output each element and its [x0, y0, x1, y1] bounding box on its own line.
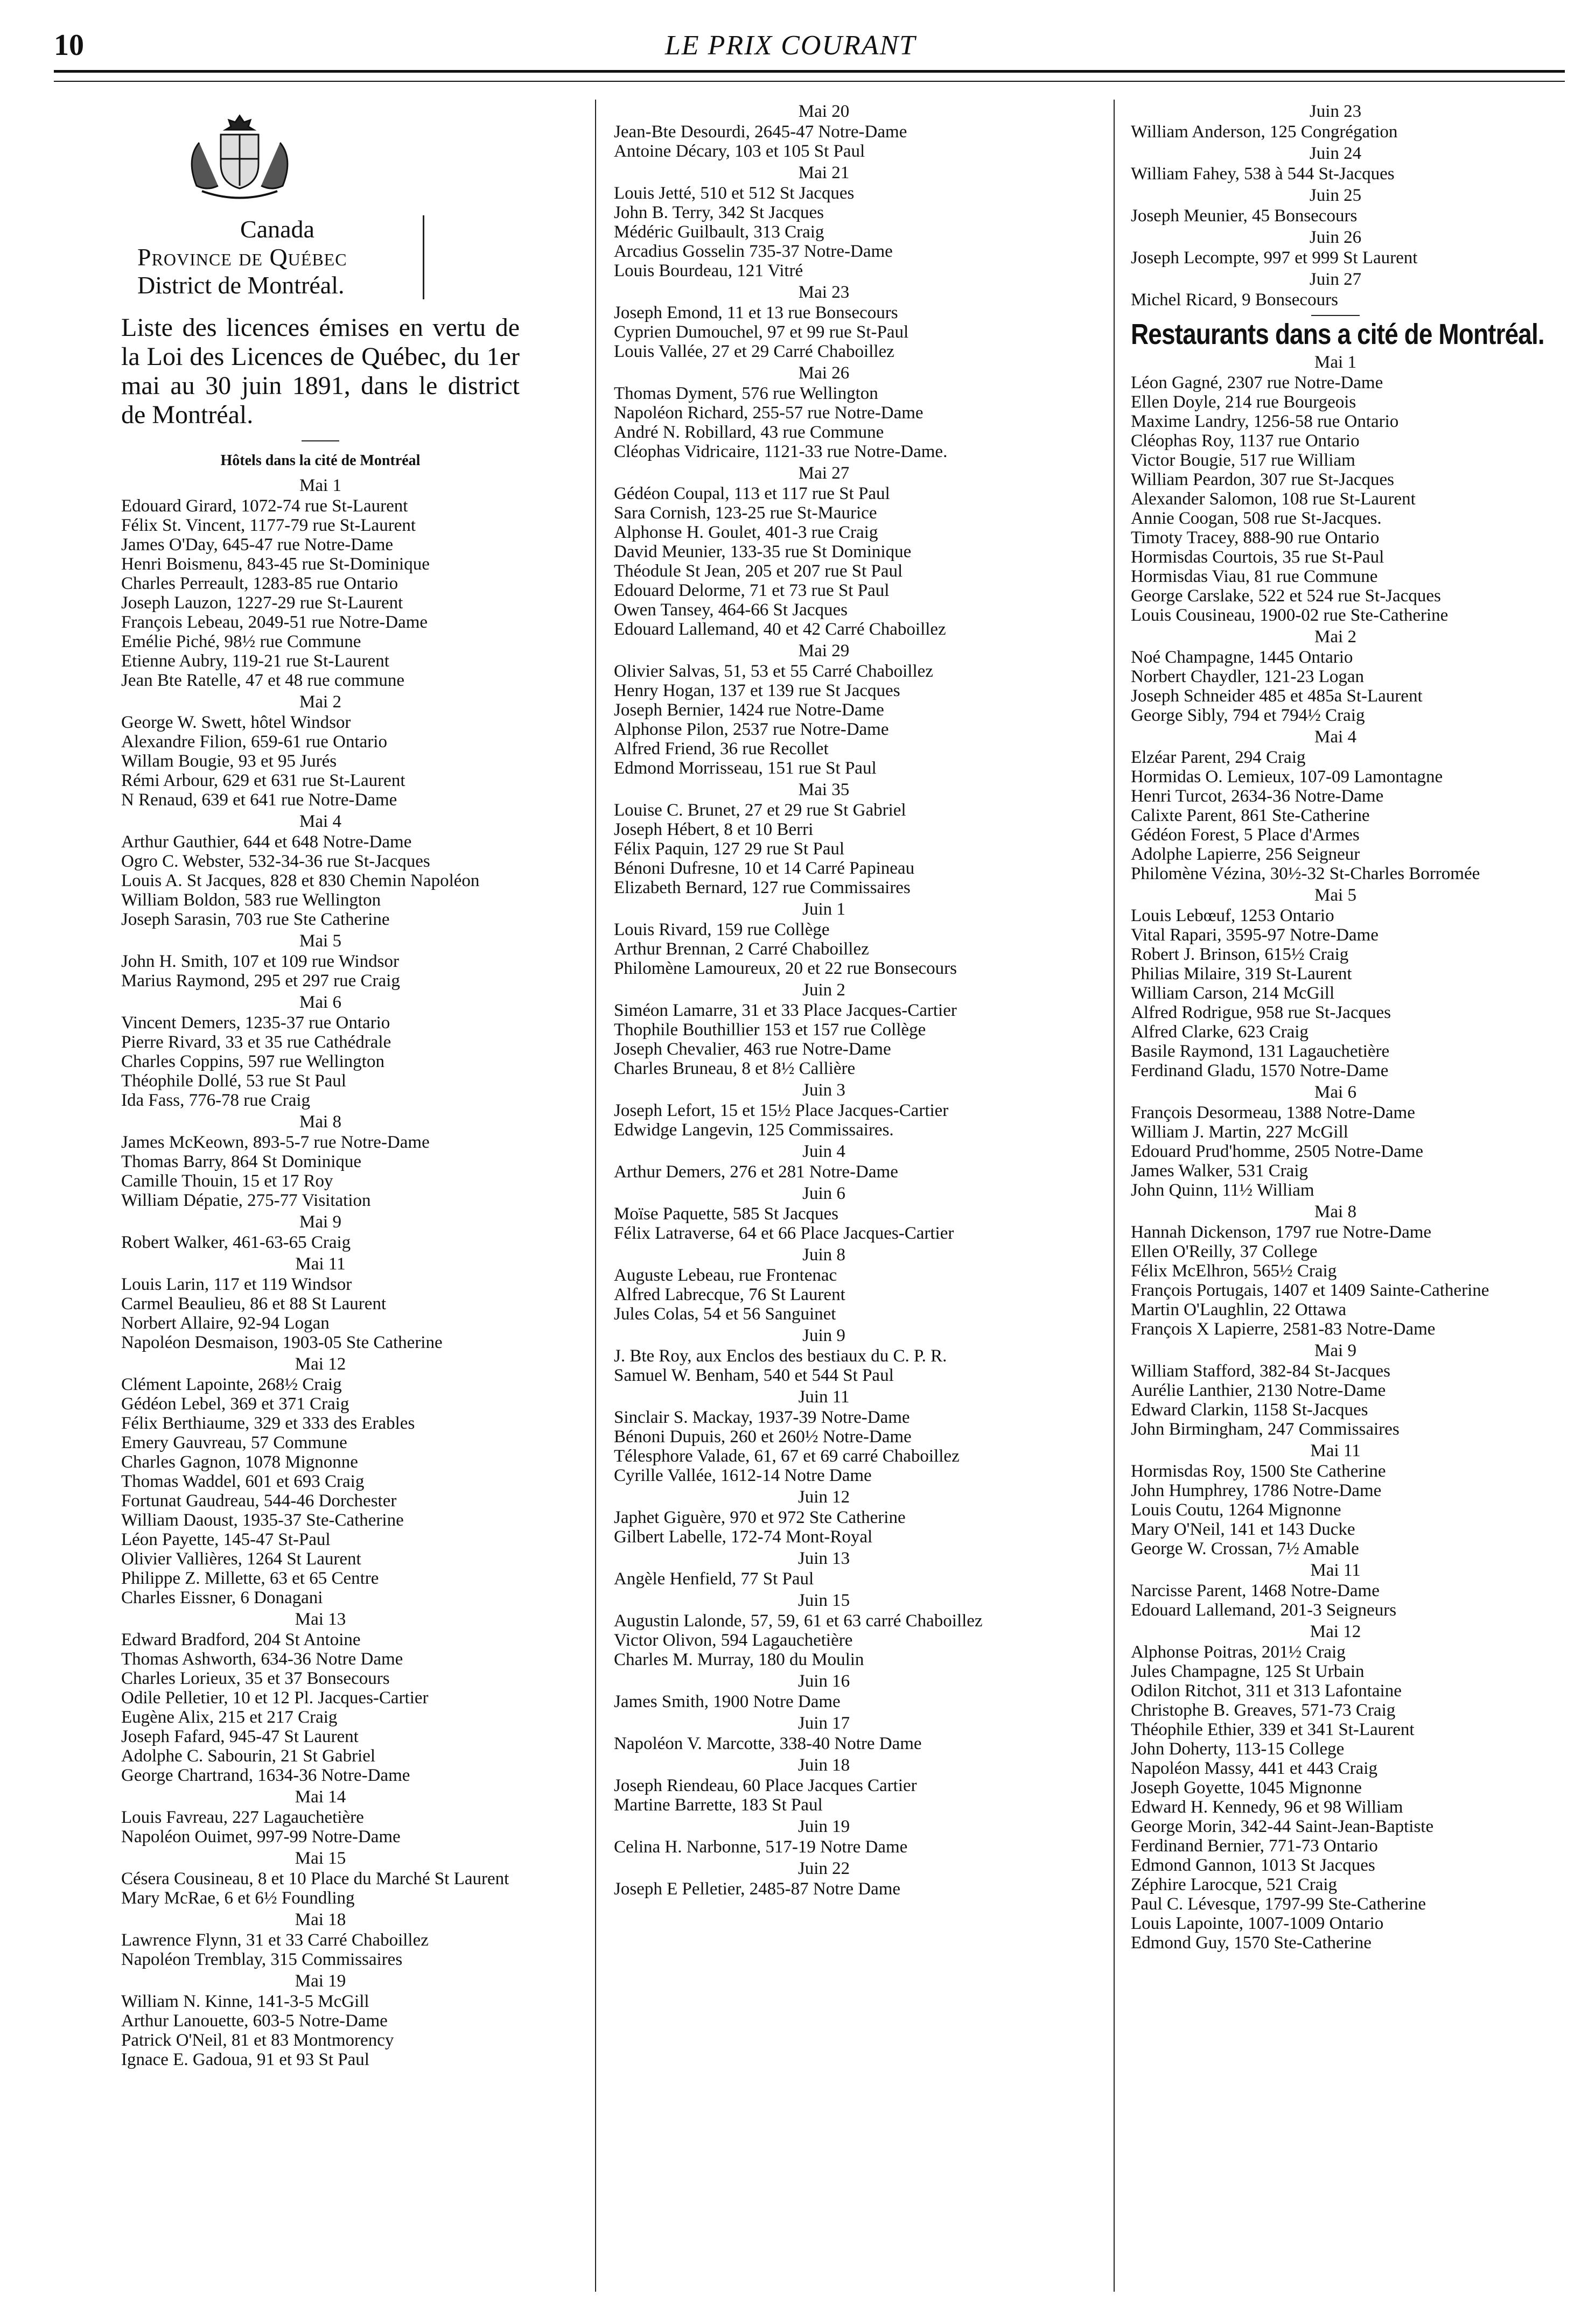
licence-entry: Edward Bradford, 204 St Antoine	[121, 1630, 361, 1649]
date-heading: Juin 27	[1309, 270, 1362, 289]
date-heading: Juin 19	[798, 1817, 850, 1836]
licence-entry: Sinclair S. Mackay, 1937-39 Notre-Dame	[614, 1408, 910, 1427]
date-heading: Juin 13	[798, 1549, 850, 1568]
licence-entry: Arthur Brennan, 2 Carré Chaboillez	[614, 939, 869, 959]
licence-entry: Owen Tansey, 464-66 St Jacques	[614, 600, 848, 620]
date-heading: Juin 4	[802, 1142, 845, 1161]
licence-entry: Emélie Piché, 98½ rue Commune	[121, 632, 361, 651]
licence-entry: Emery Gauvreau, 57 Commune	[121, 1433, 347, 1452]
licence-entry: William Peardon, 307 rue St-Jacques	[1131, 470, 1394, 489]
licence-entry: Henry Hogan, 137 et 139 rue St Jacques	[614, 681, 900, 700]
licence-entry: Robert J. Brinson, 615½ Craig	[1131, 945, 1349, 964]
licence-entry: Norbert Allaire, 92-94 Logan	[121, 1314, 330, 1333]
date-heading: Mai 27	[798, 464, 850, 483]
licence-entry: Clément Lapointe, 268½ Craig	[121, 1375, 342, 1394]
licence-entry: Joseph E Pelletier, 2485-87 Notre Dame	[614, 1879, 901, 1899]
licence-entry: Noé Champagne, 1445 Ontario	[1131, 648, 1353, 667]
licence-entry: Etienne Aubry, 119-21 rue St-Laurent	[121, 651, 389, 671]
licence-entry: Moïse Paquette, 585 St Jacques	[614, 1204, 839, 1224]
licence-entry: Arcadius Gosselin 735-37 Notre-Dame	[614, 242, 893, 261]
licence-entry: Hormidas O. Lemieux, 107-09 Lamontagne	[1131, 767, 1443, 787]
column-1	[121, 100, 520, 2069]
licence-entry: J. Bte Roy, aux Enclos des bestiaux du C. P. R.	[614, 1346, 947, 1366]
licence-entry: Michel Ricard, 9 Bonsecours	[1131, 290, 1338, 310]
licence-entry: Camille Thouin, 15 et 17 Roy	[121, 1171, 333, 1191]
licence-entry: George W. Crossan, 7½ Amable	[1131, 1539, 1359, 1558]
date-heading: Mai 21	[798, 163, 850, 182]
date-heading: Mai 26	[798, 363, 850, 383]
licence-entry: Joseph Riendeau, 60 Place Jacques Cartier	[614, 1776, 917, 1795]
licence-entry: Gilbert Labelle, 172-74 Mont-Royal	[614, 1527, 873, 1547]
licence-entry: Narcisse Parent, 1468 Notre-Dame	[1131, 1581, 1380, 1600]
licence-entry: Thomas Ashworth, 634-36 Notre Dame	[121, 1649, 403, 1669]
licence-entry: Félix McElhron, 565½ Craig	[1131, 1261, 1337, 1281]
date-heading: Juin 3	[802, 1080, 845, 1100]
licence-entry: Fortunat Gaudreau, 544-46 Dorchester	[121, 1491, 397, 1511]
licence-entry: William Dépatie, 275-77 Visitation	[121, 1191, 371, 1210]
date-heading: Juin 1	[802, 900, 845, 919]
licence-entry: Siméon Lamarre, 31 et 33 Place Jacques-Cartier	[614, 1001, 957, 1020]
licence-entry: Victor Bougie, 517 rue William	[1131, 451, 1355, 470]
licence-entry: François Portugais, 1407 et 1409 Sainte-Catherine	[1131, 1281, 1489, 1300]
licence-entry: Celina H. Narbonne, 517-19 Notre Dame	[614, 1837, 908, 1857]
licence-entry: George Chartrand, 1634-36 Notre-Dame	[121, 1766, 410, 1785]
licence-entry: Louise C. Brunet, 27 et 29 rue St Gabriel	[614, 801, 906, 820]
licence-entry: Charles Bruneau, 8 et 8½ Callière	[614, 1059, 856, 1078]
licence-entry: Edward H. Kennedy, 96 et 98 William	[1131, 1798, 1403, 1817]
licence-entry: Maxime Landry, 1256-58 rue Ontario	[1131, 412, 1399, 431]
licence-entry: Calixte Parent, 861 Ste-Catherine	[1131, 806, 1370, 825]
licence-entry: William Daoust, 1935-37 Ste-Catherine	[121, 1511, 404, 1530]
licence-entry: George W. Swett, hôtel Windsor	[121, 713, 351, 732]
licence-entry: André N. Robillard, 43 rue Commune	[614, 423, 884, 442]
licence-entry: Napoléon Massy, 441 et 443 Craig	[1131, 1759, 1377, 1778]
licence-entry: Alfred Friend, 36 rue Recollet	[614, 739, 829, 759]
licence-entry: Ferdinand Bernier, 771-73 Ontario	[1131, 1836, 1378, 1856]
licence-entry: William N. Kinne, 141-3-5 McGill	[121, 1992, 369, 2011]
licence-entry: Napoléon Desmaison, 1903-05 Ste Catherine	[121, 1333, 443, 1352]
licence-entry: Augustin Lalonde, 57, 59, 61 et 63 carré Chaboillez	[614, 1611, 983, 1631]
licence-entry: Arthur Demers, 276 et 281 Notre-Dame	[614, 1162, 898, 1182]
date-heading: Juin 17	[798, 1714, 850, 1733]
licence-entry: Hannah Dickenson, 1797 rue Notre-Dame	[1131, 1223, 1432, 1242]
date-heading: Mai 4	[1314, 727, 1356, 747]
licence-entry: Louis Lebœuf, 1253 Ontario	[1131, 906, 1334, 925]
licence-entry: Louis Favreau, 227 Lagauchetière	[121, 1808, 364, 1827]
licence-entry: Timoty Tracey, 888-90 rue Ontario	[1131, 528, 1380, 547]
licence-entry: Alphonse Pilon, 2537 rue Notre-Dame	[614, 720, 889, 739]
licence-entry: Philippe Z. Millette, 63 et 65 Centre	[121, 1569, 379, 1588]
licence-entry: William Stafford, 382-84 St-Jacques	[1131, 1361, 1390, 1381]
licence-entry: William Fahey, 538 à 544 St-Jacques	[1131, 164, 1395, 184]
date-heading: Mai 35	[798, 780, 850, 799]
date-heading: Mai 6	[299, 993, 341, 1012]
licence-entry: Sara Cornish, 123-25 rue St-Maurice	[614, 503, 877, 523]
date-heading: Mai 1	[299, 476, 341, 495]
licence-entry: Odilon Ritchot, 311 et 313 Lafontaine	[1131, 1681, 1402, 1701]
licence-entry: Philias Milaire, 319 St-Laurent	[1131, 964, 1352, 984]
hotels-section-title: Hôtels dans la cité de Montréal	[220, 452, 421, 469]
date-heading: Mai 8	[1314, 1202, 1356, 1221]
licence-entry: John Doherty, 113-15 College	[1131, 1739, 1345, 1759]
licence-entry: Joseph Goyette, 1045 Mignonne	[1131, 1778, 1362, 1798]
licence-entry: Vital Rapari, 3595-97 Notre-Dame	[1131, 925, 1379, 945]
licence-entry: Napoléon Richard, 255-57 rue Notre-Dame	[614, 403, 924, 423]
licence-entry: John H. Smith, 107 et 109 rue Windsor	[121, 952, 399, 971]
date-heading: Mai 2	[1314, 627, 1356, 647]
intro-text: Liste des licences émises en vertu de la Loi des Licences de Québec, du 1er mai au 30 juin 1891, dans le district de Montréal.	[121, 313, 520, 429]
date-heading: Mai 12	[295, 1354, 346, 1374]
licence-entry: Ignace E. Gadoua, 91 et 93 St Paul	[121, 2050, 369, 2069]
licence-entry: Carmel Beaulieu, 86 et 88 St Laurent	[121, 1294, 387, 1314]
licence-entry: Elzéar Parent, 294 Craig	[1131, 748, 1306, 767]
licence-entry: Samuel W. Benham, 540 et 544 St Paul	[614, 1366, 894, 1385]
date-heading: Juin 11	[798, 1387, 850, 1407]
licence-entry: Victor Olivon, 594 Lagauchetière	[614, 1631, 853, 1650]
licence-entry: Cléophas Roy, 1137 rue Ontario	[1131, 431, 1360, 451]
licence-entry: Japhet Giguère, 970 et 972 Ste Catherine	[614, 1508, 906, 1527]
licence-entry: Gédéon Coupal, 113 et 117 rue St Paul	[614, 484, 890, 503]
licence-entry: Olivier Vallières, 1264 St Laurent	[121, 1549, 361, 1569]
licence-entry: Angèle Henfield, 77 St Paul	[614, 1569, 814, 1589]
date-heading: Mai 15	[295, 1849, 346, 1868]
licence-entry: Jules Champagne, 125 St Urbain	[1131, 1662, 1365, 1681]
address-line: Province de Québec	[137, 243, 347, 271]
licence-entry: Edouard Lallemand, 201-3 Seigneurs	[1131, 1600, 1397, 1620]
date-heading: Mai 11	[1310, 1561, 1361, 1580]
coat-of-arms-icon	[170, 110, 310, 202]
column-3	[1131, 100, 1544, 1953]
date-heading: Mai 12	[1310, 1622, 1361, 1641]
licence-entry: Thomas Waddel, 601 et 693 Craig	[121, 1472, 365, 1491]
licence-entry: Félix Paquin, 127 29 rue St Paul	[614, 839, 845, 859]
licence-entry: Christophe B. Greaves, 571-73 Craig	[1131, 1701, 1396, 1720]
licence-entry: Joseph Meunier, 45 Bonsecours	[1131, 206, 1358, 226]
licence-entry: John Birmingham, 247 Commissaires	[1131, 1420, 1400, 1439]
licence-entry: Jean Bte Ratelle, 47 et 48 rue commune	[121, 671, 405, 690]
licence-entry: Cyprien Dumouchel, 97 et 99 rue St-Paul	[614, 322, 909, 342]
date-heading: Juin 25	[1309, 186, 1362, 205]
licence-entry: Télesphore Valade, 61, 67 et 69 carré Chaboillez	[614, 1447, 960, 1466]
licence-entry: Félix St. Vincent, 1177-79 rue St-Laurent	[121, 516, 416, 535]
licence-entry: Auguste Lebeau, rue Frontenac	[614, 1266, 837, 1285]
licence-entry: Napoléon Tremblay, 315 Commissaires	[121, 1950, 403, 1969]
date-heading: Mai 11	[1310, 1441, 1361, 1461]
licence-entry: Thomas Barry, 864 St Dominique	[121, 1152, 362, 1171]
licence-entry: Olivier Salvas, 51, 53 et 55 Carré Chaboillez	[614, 662, 933, 681]
licence-entry: François X Lapierre, 2581-83 Notre-Dame	[1131, 1319, 1436, 1339]
licence-entry: Edouard Girard, 1072-74 rue St-Laurent	[121, 496, 408, 516]
page-number: 10	[54, 29, 84, 62]
licence-entry: Napoléon V. Marcotte, 338-40 Notre Dame	[614, 1734, 922, 1753]
licence-entry: Arthur Gauthier, 644 et 648 Notre-Dame	[121, 832, 412, 852]
licence-entry: Elizabeth Bernard, 127 rue Commissaires	[614, 878, 911, 897]
licence-entry: Annie Coogan, 508 rue St-Jacques.	[1131, 509, 1382, 528]
date-heading: Juin 26	[1309, 228, 1362, 247]
licence-entry: Ferdinand Gladu, 1570 Notre-Dame	[1131, 1061, 1389, 1080]
date-heading: Mai 6	[1314, 1083, 1356, 1102]
date-heading: Mai 5	[299, 931, 341, 951]
licence-entry: Alfred Labrecque, 76 St Laurent	[614, 1285, 845, 1304]
date-heading: Juin 23	[1309, 102, 1362, 121]
licence-entry: Louis Lapointe, 1007-1009 Ontario	[1131, 1914, 1384, 1933]
licence-entry: William J. Martin, 227 McGill	[1131, 1122, 1348, 1142]
licence-entry: Cléophas Vidricaire, 1121-33 rue Notre-Dame.	[614, 442, 948, 461]
licence-entry: Zéphire Larocque, 521 Craig	[1131, 1875, 1338, 1894]
date-heading: Mai 4	[299, 812, 341, 831]
licence-entry: Pierre Rivard, 33 et 35 rue Cathédrale	[121, 1033, 391, 1052]
licence-entry: Joseph Schneider 485 et 485a St-Laurent	[1131, 686, 1423, 706]
licence-entry: Willam Bougie, 93 et 95 Jurés	[121, 752, 337, 771]
restaurant-licence-list	[1131, 353, 1540, 1953]
licence-entry: Mary McRae, 6 et 6½ Foundling	[121, 1888, 355, 1908]
address-line: District de Montréal.	[137, 271, 345, 299]
licence-entry: Louis Vallée, 27 et 29 Carré Chaboillez	[614, 342, 894, 361]
licence-entry: James O'Day, 645-47 rue Notre-Dame	[121, 535, 394, 554]
licence-entry: Joseph Bernier, 1424 rue Notre-Dame	[614, 700, 884, 720]
licence-entry: John Quinn, 11½ William	[1131, 1181, 1314, 1200]
licence-entry: Charles Coppins, 597 rue Wellington	[121, 1052, 384, 1071]
date-heading: Mai 5	[1314, 886, 1356, 905]
licence-entry: Louis Cousineau, 1900-02 rue Ste-Catherine	[1131, 606, 1449, 625]
licence-entry: Gédéon Forest, 5 Place d'Armes	[1131, 825, 1360, 845]
date-heading: Juin 16	[798, 1672, 850, 1691]
date-heading: Mai 19	[295, 1971, 346, 1991]
date-heading: Mai 1	[1314, 353, 1356, 372]
licence-entry: Joseph Emond, 11 et 13 rue Bonsecours	[614, 303, 898, 322]
licence-entry: Théophile Ethier, 339 et 341 St-Laurent	[1131, 1720, 1415, 1739]
licence-entry: Charles Lorieux, 35 et 37 Bonsecours	[121, 1669, 390, 1688]
licence-entry: Ida Fass, 776-78 rue Craig	[121, 1091, 311, 1110]
licence-entry: Gédéon Lebel, 369 et 371 Craig	[121, 1394, 349, 1414]
date-heading: Mai 23	[798, 283, 850, 302]
licence-entry: Charles Perreault, 1283-85 rue Ontario	[121, 574, 398, 593]
date-heading: Mai 29	[798, 641, 850, 661]
licence-entry: Marius Raymond, 295 et 297 rue Craig	[121, 971, 400, 991]
licence-entry: Hormisdas Roy, 1500 Ste Catherine	[1131, 1462, 1386, 1481]
date-heading: Mai 11	[295, 1254, 346, 1274]
licence-entry: George Sibly, 794 et 794½ Craig	[1131, 706, 1365, 725]
licence-entry: David Meunier, 133-35 rue St Dominique	[614, 542, 912, 561]
licence-entry: François Lebeau, 2049-51 rue Notre-Dame	[121, 613, 428, 632]
licence-entry: Joseph Fafard, 945-47 St Laurent	[121, 1727, 359, 1746]
licence-entry: Charles Gagnon, 1078 Mignonne	[121, 1452, 358, 1472]
licence-entry: Joseph Lecompte, 997 et 999 St Laurent	[1131, 248, 1418, 268]
licence-entry: Louis Jetté, 510 et 512 St Jacques	[614, 184, 855, 203]
licence-entry: François Desormeau, 1388 Notre-Dame	[1131, 1103, 1415, 1122]
date-heading: Juin 18	[798, 1756, 850, 1775]
licence-entry: Bénoni Dufresne, 10 et 14 Carré Papineau	[614, 859, 915, 878]
licence-entry: Rémi Arbour, 629 et 631 rue St-Laurent	[121, 771, 405, 790]
licence-entry: Joseph Lauzon, 1227-29 rue St-Laurent	[121, 593, 403, 613]
licence-entry: Louis Larin, 117 et 119 Windsor	[121, 1275, 352, 1294]
divider	[1311, 315, 1360, 316]
restaurants-section-title: Restaurants dans a cité de Montréal.	[1131, 318, 1544, 350]
licence-entry: Jean-Bte Desourdi, 2645-47 Notre-Dame	[614, 122, 907, 142]
date-heading: Juin 2	[802, 980, 845, 1000]
licence-entry: Edmond Guy, 1570 Ste-Catherine	[1131, 1933, 1372, 1953]
date-heading: Mai 9	[1314, 1341, 1356, 1360]
licence-entry: Louis A. St Jacques, 828 et 830 Chemin Napoléon	[121, 871, 480, 890]
date-heading: Juin 9	[802, 1326, 845, 1345]
licence-entry: Napoléon Ouimet, 997-99 Notre-Dame	[121, 1827, 401, 1846]
licence-entry: Basile Raymond, 131 Lagauchetière	[1131, 1042, 1390, 1061]
date-heading: Mai 8	[299, 1112, 341, 1132]
licence-entry: Robert Walker, 461-63-65 Craig	[121, 1233, 351, 1252]
licence-entry: Joseph Chevalier, 463 rue Notre-Dame	[614, 1040, 891, 1059]
licence-entry: Ellen O'Reilly, 37 College	[1131, 1242, 1318, 1261]
licence-entry: James McKeown, 893-5-7 rue Notre-Dame	[121, 1133, 430, 1152]
licence-entry: Alfred Rodrigue, 958 rue St-Jacques	[1131, 1003, 1391, 1022]
licence-entry: Charles Eissner, 6 Donagani	[121, 1588, 323, 1607]
hotel-licence-list	[614, 102, 1034, 1899]
column-separator	[595, 100, 596, 2292]
date-heading: Juin 6	[802, 1184, 845, 1203]
column-separator	[1114, 100, 1115, 2292]
licence-entry: Henri Turcot, 2634-36 Notre-Dame	[1131, 787, 1384, 806]
date-heading: Mai 2	[299, 692, 341, 712]
licence-entry: Joseph Sarasin, 703 rue Ste Catherine	[121, 910, 390, 929]
licence-entry: Edmond Gannon, 1013 St Jacques	[1131, 1856, 1375, 1875]
page-title: LE PRIX COURANT	[664, 30, 917, 61]
date-heading: Juin 22	[798, 1859, 850, 1878]
licence-entry: Ogro C. Webster, 532-34-36 rue St-Jacques	[121, 852, 430, 871]
licence-entry: Edwidge Langevin, 125 Commissaires.	[614, 1120, 894, 1140]
header-rule-thick	[54, 70, 1565, 73]
licence-entry: Patrick O'Neil, 81 et 83 Montmorency	[121, 2031, 394, 2050]
date-heading: Mai 13	[295, 1610, 346, 1629]
licence-entry: Vincent Demers, 1235-37 rue Ontario	[121, 1013, 390, 1033]
licence-entry: Edmond Morrisseau, 151 rue St Paul	[614, 759, 877, 778]
date-heading: Juin 15	[798, 1591, 850, 1610]
licence-entry: Aurélie Lanthier, 2130 Notre-Dame	[1131, 1381, 1386, 1400]
licence-entry: Martine Barrette, 183 St Paul	[614, 1795, 823, 1815]
licence-entry: Thophile Bouthillier 153 et 157 rue Collège	[614, 1020, 926, 1040]
licence-entry: Adolphe C. Sabourin, 21 St Gabriel	[121, 1746, 376, 1766]
licence-entry: Cyrille Vallée, 1612-14 Notre Dame	[614, 1466, 872, 1485]
licence-entry: George Morin, 342-44 Saint-Jean-Baptiste	[1131, 1817, 1434, 1836]
date-heading: Mai 9	[299, 1212, 341, 1232]
licence-entry: N Renaud, 639 et 641 rue Notre-Dame	[121, 790, 397, 810]
licence-entry: Alphonse Poitras, 201½ Craig	[1131, 1642, 1346, 1662]
licence-entry: Hormisdas Viau, 81 rue Commune	[1131, 567, 1378, 586]
column-2	[614, 100, 1034, 1899]
licence-entry: Louis Bourdeau, 121 Vitré	[614, 261, 803, 280]
licence-entry: Norbert Chaydler, 121-23 Logan	[1131, 667, 1365, 686]
licence-entry: Alphonse H. Goulet, 401-3 rue Craig	[614, 523, 878, 542]
licence-entry: Césera Cousineau, 8 et 10 Place du Marché St Laurent	[121, 1869, 509, 1888]
licence-entry: James Walker, 531 Craig	[1131, 1161, 1309, 1181]
date-heading: Mai 18	[295, 1910, 346, 1929]
licence-entry: John Humphrey, 1786 Notre-Dame	[1131, 1481, 1382, 1500]
licence-entry: Félix Berthiaume, 329 et 333 des Erables	[121, 1414, 415, 1433]
licence-entry: Médéric Guilbault, 313 Craig	[614, 222, 824, 242]
licence-entry: Jules Colas, 54 et 56 Sanguinet	[614, 1304, 836, 1324]
licence-entry: Théophile Dollé, 53 rue St Paul	[121, 1071, 346, 1091]
licence-entry: William Boldon, 583 rue Wellington	[121, 890, 381, 910]
licence-entry: William Carson, 214 McGill	[1131, 984, 1335, 1003]
licence-entry: Louis Coutu, 1264 Mignonne	[1131, 1500, 1341, 1520]
hotel-licence-list	[121, 476, 520, 2069]
licence-entry: Alexandre Filion, 659-61 rue Ontario	[121, 732, 387, 752]
licence-entry: Martin O'Laughlin, 22 Ottawa	[1131, 1300, 1347, 1319]
licence-entry: Louis Rivard, 159 rue Collège	[614, 920, 830, 939]
licence-entry: Philomène Vézina, 30½-32 St-Charles Borromée	[1131, 864, 1480, 883]
hotel-licence-list	[1131, 102, 1540, 310]
licence-entry: Léon Gagné, 2307 rue Notre-Dame	[1131, 373, 1383, 392]
licence-entry: Ellen Doyle, 214 rue Bourgeois	[1131, 392, 1356, 412]
licence-entry: Thomas Dyment, 576 rue Wellington	[614, 384, 878, 403]
licence-entry: George Carslake, 522 et 524 rue St-Jacques	[1131, 586, 1441, 606]
address-line: Canada	[240, 215, 314, 243]
licence-entry: Bénoni Dupuis, 260 et 260½ Notre-Dame	[614, 1427, 912, 1447]
header-rule-thin	[54, 81, 1565, 82]
date-heading: Juin 8	[802, 1245, 845, 1265]
licence-entry: Edouard Prud'homme, 2505 Notre-Dame	[1131, 1142, 1423, 1161]
address-block	[137, 215, 424, 299]
licence-entry: William Anderson, 125 Congrégation	[1131, 122, 1398, 142]
licence-entry: Philomène Lamoureux, 20 et 22 rue Bonsecours	[614, 959, 957, 978]
licence-entry: Antoine Décary, 103 et 105 St Paul	[614, 142, 865, 161]
licence-entry: Alfred Clarke, 623 Craig	[1131, 1022, 1309, 1042]
licence-entry: Joseph Hébert, 8 et 10 Berri	[614, 820, 814, 839]
licence-entry: Félix Latraverse, 64 et 66 Place Jacques-Cartier	[614, 1224, 954, 1243]
licence-entry: Adolphe Lapierre, 256 Seigneur	[1131, 845, 1360, 864]
licence-entry: Théodule St Jean, 205 et 207 rue St Paul	[614, 561, 903, 581]
licence-entry: Paul C. Lévesque, 1797-99 Ste-Catherine	[1131, 1894, 1426, 1914]
licence-entry: Alexander Salomon, 108 rue St-Laurent	[1131, 489, 1416, 509]
licence-entry: Eugène Alix, 215 et 217 Craig	[121, 1708, 338, 1727]
licence-entry: Henri Boismenu, 843-45 rue St-Dominique	[121, 554, 430, 574]
licence-entry: Mary O'Neil, 141 et 143 Ducke	[1131, 1520, 1355, 1539]
licence-entry: James Smith, 1900 Notre Dame	[614, 1692, 841, 1711]
licence-entry: Hormisdas Courtois, 35 rue St-Paul	[1131, 547, 1384, 567]
licence-entry: Arthur Lanouette, 603-5 Notre-Dame	[121, 2011, 388, 2031]
divider	[302, 440, 339, 441]
date-heading: Mai 14	[295, 1787, 346, 1807]
licence-entry: Edward Clarkin, 1158 St-Jacques	[1131, 1400, 1368, 1420]
licence-entry: Charles M. Murray, 180 du Moulin	[614, 1650, 864, 1669]
licence-entry: Léon Payette, 145-47 St-Paul	[121, 1530, 331, 1549]
licence-entry: Lawrence Flynn, 31 et 33 Carré Chaboillez	[121, 1930, 429, 1950]
date-heading: Juin 12	[798, 1487, 850, 1507]
licence-entry: John B. Terry, 342 St Jacques	[614, 203, 824, 222]
date-heading: Juin 24	[1309, 144, 1362, 163]
date-heading: Mai 20	[798, 102, 850, 121]
licence-entry: Edouard Delorme, 71 et 73 rue St Paul	[614, 581, 890, 600]
licence-entry: Odile Pelletier, 10 et 12 Pl. Jacques-Cartier	[121, 1688, 429, 1708]
licence-entry: Joseph Lefort, 15 et 15½ Place Jacques-Cartier	[614, 1101, 949, 1120]
licence-entry: Edouard Lallemand, 40 et 42 Carré Chaboillez	[614, 620, 946, 639]
